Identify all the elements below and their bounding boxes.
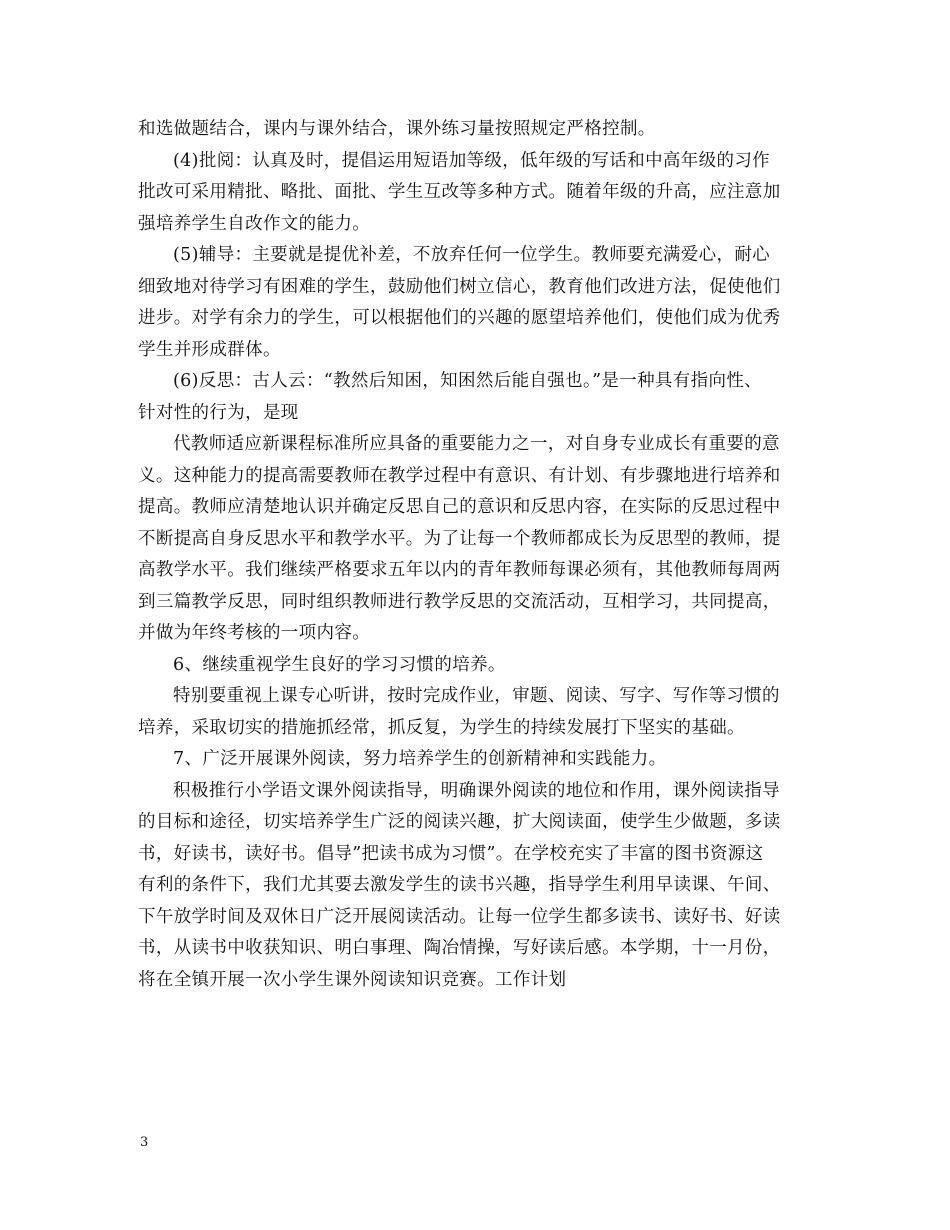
text-line: 针对性的行为，是现 <box>138 402 299 423</box>
text-line: 书，从读书中收获知识、明白事理、陶冶情操，写好读后感。本学期，十一月份， <box>138 938 781 958</box>
text-line: 细致地对待学习有困难的学生，鼓励他们树立信心，教育他们改进方法，促使他们 <box>138 276 781 297</box>
text-line: (4)批阅：认真及时，提倡运用短语加等级，低年级的写话和中高年级的习作 <box>173 150 771 171</box>
text-line: 学生并形成群体。 <box>138 339 281 360</box>
text-line: 特别要重视上课专心听讲，按时完成作业，审题、阅读、写字、写作等习惯的 <box>173 686 780 706</box>
text-line: 书，好读书，读好书。倡导”把读书成为习惯”。在学校充实了丰富的图书资源这 <box>138 843 764 864</box>
text-line: 培养，采取切实的措施抓经常，抓反复，为学生的持续发展打下坚实的基础。 <box>138 717 745 738</box>
text-line: 提高。教师应清楚地认识并确定反思自己的意识和反思内容，在实际的反思过程中 <box>138 497 781 517</box>
text-line: 并做为年终考核的一项内容。 <box>138 623 371 643</box>
text-line: 有利的条件下，我们尤其要去激发学生的读书兴趣，指导学生利用早读课、午间、 <box>138 875 781 895</box>
text-line: (5)辅导：主要就是提优补差，不放弃任何一位学生。教师要充满爱心，耐心 <box>173 245 771 265</box>
text-line: 积极推行小学语文课外阅读指导，明确课外阅读的地位和作用，课外阅读指导 <box>173 780 780 801</box>
text-line: 强培养学生自改作文的能力。 <box>138 213 371 234</box>
page-number: 3 <box>140 1135 149 1150</box>
text-line: (6)反思：古人云：“教然后知困，知困然后能自强也。”是一种具有指向性、 <box>173 371 763 391</box>
text-line: 将在全镇开展一次小学生课外阅读知识竞赛。工作计划 <box>138 969 567 990</box>
text-line: 的目标和途径，切实培养学生广泛的阅读兴趣，扩大阅读面，使学生少做题，多读 <box>138 812 781 832</box>
text-line: 代教师适应新课程标准所应具备的重要能力之一，对自身专业成长有重要的意 <box>173 434 780 454</box>
text-line: 7、广泛开展课外阅读，努力培养学生的创新精神和实践能力。 <box>173 749 667 769</box>
text-line: 6、继续重视学生良好的学习习惯的培养。 <box>173 654 506 675</box>
text-line: 批改可采用精批、略批、面批、学生互改等多种方式。随着年级的升高，应注意加 <box>138 182 781 202</box>
body-text <box>138 114 818 996</box>
text-line: 到三篇教学反思，同时组织教师进行教学反思的交流活动，互相学习，共同提高， <box>138 591 781 612</box>
text-line: 下午放学时间及双休日广泛开展阅读活动。让每一位学生都多读书、读好书、好读 <box>138 906 781 927</box>
text-line: 高教学水平。我们继续严格要求五年以内的青年教师每课必须有，其他教师每周两 <box>138 560 781 580</box>
text-line: 进步。对学有余力的学生，可以根据他们的兴趣的愿望培养他们，使他们成为优秀 <box>138 308 781 328</box>
text-line: 和选做题结合，课内与课外结合，课外练习量按照规定严格控制。 <box>138 119 656 139</box>
text-line: 义。这种能力的提高需要教师在教学过程中有意识、有计划、有步骤地进行培养和 <box>138 465 781 486</box>
text-line: 不断提高自身反思水平和教学水平。为了让每一个教师都成长为反思型的教师，提 <box>138 528 781 549</box>
